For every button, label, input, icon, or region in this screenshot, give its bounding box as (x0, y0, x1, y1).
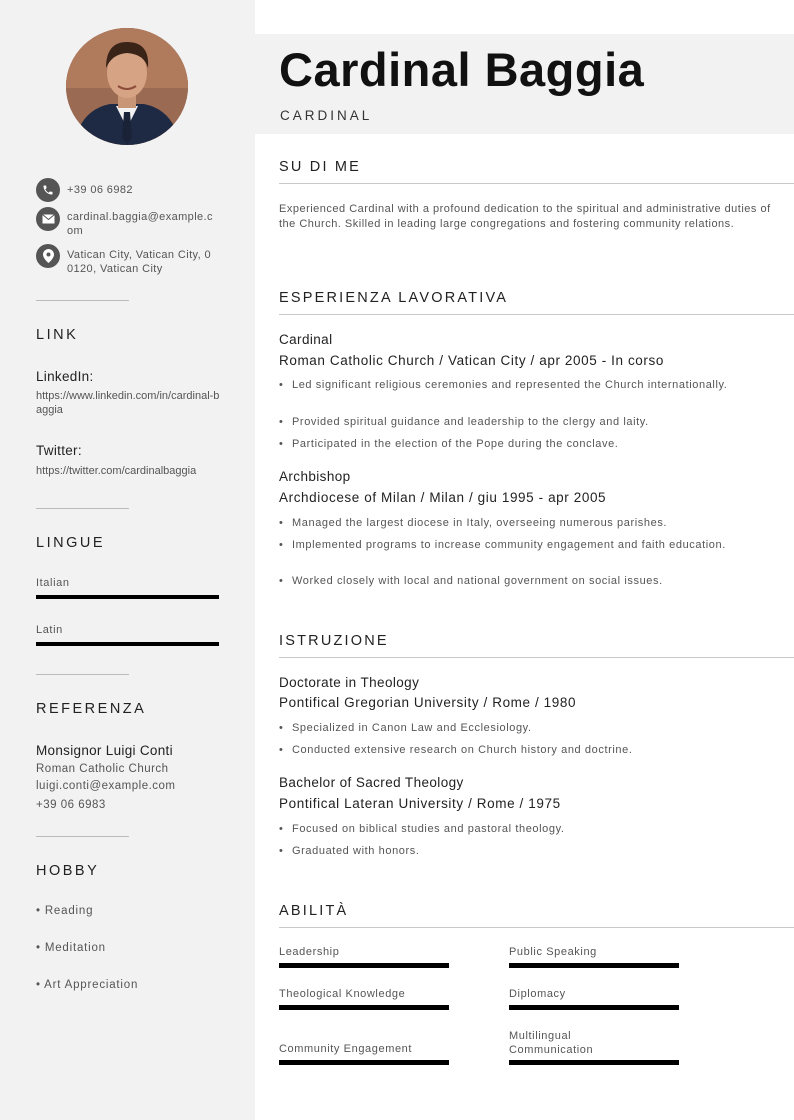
profile-photo (66, 28, 188, 145)
language-name: Italian (36, 577, 70, 589)
degree-title: Bachelor of Sacred Theology (279, 775, 464, 790)
twitter-label: Twitter: (36, 443, 82, 458)
job-bullet: • Managed the largest diocese in Italy, overseeing numerous parishes. (279, 516, 742, 530)
contact-phone-text: +39 06 6982 (67, 184, 133, 196)
education-bullet: • Conducted extensive research on Church history and doctrine. (279, 743, 742, 757)
skill-name: Diplomacy (509, 988, 566, 1000)
skills-section-title: ABILITÀ (279, 903, 349, 919)
degree-title: Doctorate in Theology (279, 675, 420, 690)
job-subtitle: Archdiocese of Milan / Milan / giu 1995 - apr 2005 (279, 490, 607, 505)
job-bullet: • Provided spiritual guidance and leadership to the clergy and laity. (279, 415, 742, 429)
skill-name: Theological Knowledge (279, 988, 406, 1000)
contact-address (36, 244, 217, 276)
section-divider (279, 314, 794, 315)
hobby-item: • Art Appreciation (36, 979, 139, 991)
divider (36, 508, 129, 509)
reference-name: Monsignor Luigi Conti (36, 743, 173, 758)
location-icon (36, 244, 60, 268)
link-section-title: LINK (36, 327, 79, 343)
language-name: Latin (36, 624, 63, 636)
linkedin-label: LinkedIn: (36, 369, 94, 384)
section-divider (279, 927, 794, 928)
about-text: Experienced Cardinal with a profound dedication to the spiritual and administrative duties of the Church. Skilled in leading large congregations and fostering community relations. (279, 203, 771, 230)
job-title: Cardinal (279, 332, 333, 347)
hobby-item: • Reading (36, 905, 94, 917)
skill-name: Community Engagement (279, 1043, 413, 1055)
skill-level-bar (509, 963, 679, 968)
language-level-bar (36, 642, 219, 646)
education-bullet: • Graduated with honors. (279, 844, 742, 858)
job-bullet: • Participated in the election of the Pope during the conclave. (279, 437, 742, 451)
skill-level-bar (509, 1005, 679, 1010)
skill-name: Public Speaking (509, 946, 597, 958)
hobby-section-title: HOBBY (36, 863, 100, 879)
about-section-title: SU DI ME (279, 159, 362, 175)
section-divider (279, 183, 794, 184)
email-icon (36, 207, 60, 231)
divider (36, 300, 129, 301)
degree-subtitle: Pontifical Lateran University / Rome / 1975 (279, 796, 561, 811)
skill-level-bar (279, 963, 449, 968)
skill-name: Leadership (279, 946, 340, 958)
twitter-url[interactable]: https://twitter.com/cardinalbaggia (36, 465, 197, 477)
reference-phone: +39 06 6983 (36, 799, 106, 811)
skill-name: Multilingual Communication (509, 1030, 594, 1056)
reference-section-title: REFERENZA (36, 701, 147, 717)
job-subtitle: Roman Catholic Church / Vatican City / apr 2005 - In corso (279, 353, 664, 368)
section-divider (279, 657, 794, 658)
job-title: Archbishop (279, 469, 351, 484)
hobby-item: • Meditation (36, 942, 106, 954)
contact-email-text[interactable]: cardinal.baggia@example.com (67, 211, 213, 237)
divider (36, 674, 129, 675)
divider (36, 836, 129, 837)
linkedin-url[interactable]: https://www.linkedin.com/in/cardinal-baggia (36, 390, 220, 416)
job-bullet: • Implemented programs to increase community engagement and faith education. (279, 538, 742, 552)
reference-email[interactable]: luigi.conti@example.com (36, 780, 176, 792)
job-bullet: • Led significant religious ceremonies and represented the Church internationally. (279, 378, 742, 392)
languages-section-title: LINGUE (36, 535, 105, 551)
education-bullet: • Focused on biblical studies and pastoral theology. (279, 822, 742, 836)
job-bullet: • Worked closely with local and national government on social issues. (279, 574, 742, 588)
phone-icon (36, 178, 60, 202)
skill-level-bar (279, 1060, 449, 1065)
education-bullet: • Specialized in Canon Law and Ecclesiology. (279, 721, 742, 735)
contact-phone (36, 178, 217, 202)
skill-level-bar (509, 1060, 679, 1065)
education-section-title: ISTRUZIONE (279, 633, 389, 649)
contact-email (36, 207, 217, 238)
skill-level-bar (279, 1005, 449, 1010)
page-title: Cardinal Baggia (279, 43, 645, 96)
language-level-bar (36, 595, 219, 599)
job-role: CARDINAL (280, 108, 373, 123)
experience-section-title: ESPERIENZA LAVORATIVA (279, 290, 509, 306)
avatar (66, 28, 188, 145)
contact-address-text: Vatican City, Vatican City, 00120, Vatican City (67, 249, 212, 275)
degree-subtitle: Pontifical Gregorian University / Rome / 1980 (279, 695, 577, 710)
reference-org: Roman Catholic Church (36, 763, 169, 775)
